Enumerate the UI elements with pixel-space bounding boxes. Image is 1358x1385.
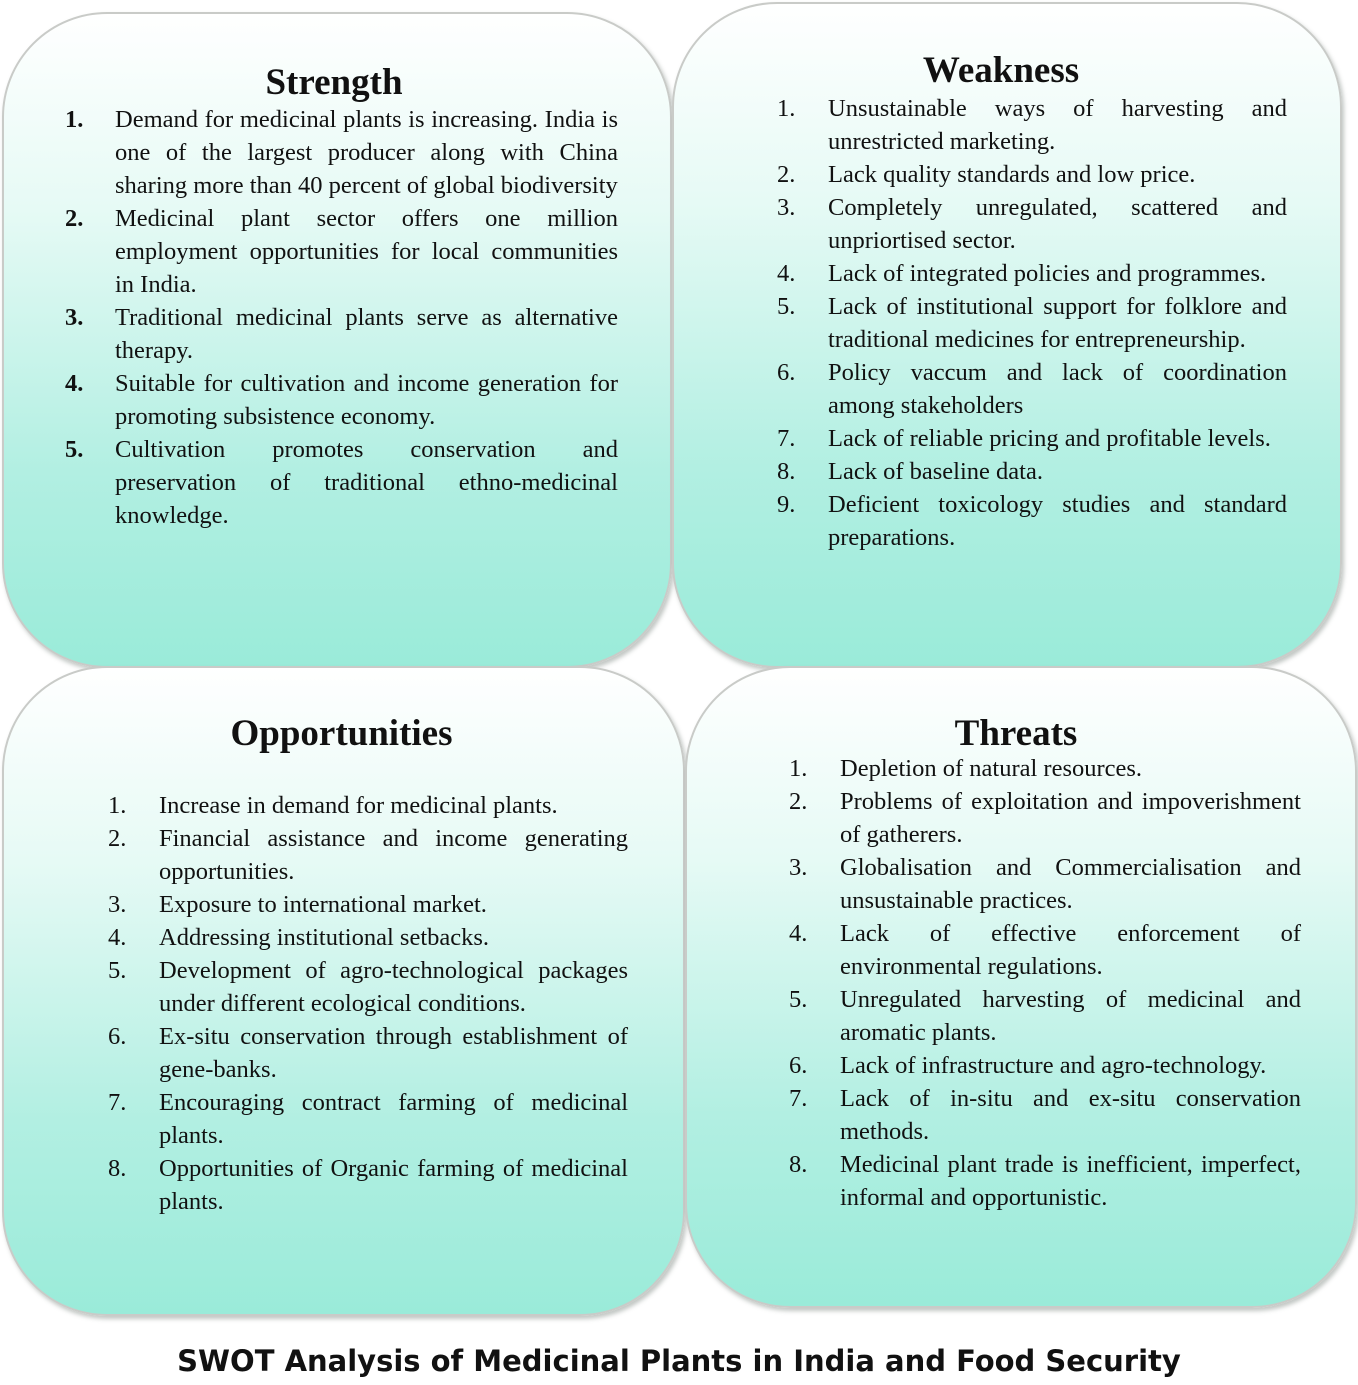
weakness-item	[777, 488, 1287, 554]
opportunities-item	[108, 921, 628, 954]
strength-item-text: Traditional medicinal plants serve as alternative therapy.	[115, 304, 618, 364]
weakness-item-text: Completely unregulated, scattered and unpriortised sector.	[828, 194, 1287, 254]
threats-item-number: 5.	[789, 986, 808, 1013]
strength-item-number: 4.	[65, 370, 84, 397]
opportunities-item-number: 5.	[108, 957, 127, 984]
threats-title: Threats	[954, 713, 1078, 754]
threats-item-text: Medicinal plant trade is inefficient, imperfect, informal and opportunistic.	[840, 1151, 1301, 1211]
weakness-item-text: Deficient toxicology studies and standard preparations.	[828, 491, 1287, 551]
opportunities-list	[108, 789, 628, 1218]
opportunities-item-text: Increase in demand for medicinal plants.	[159, 792, 558, 819]
opportunities-title: Opportunities	[230, 713, 453, 754]
strength-item-text: Cultivation promotes conservation and preservation of traditional ethno-medicinal knowledge.	[115, 436, 618, 529]
weakness-item-text: Lack of integrated policies and programmes.	[828, 260, 1267, 287]
strength-item-text: Suitable for cultivation and income generation for promoting subsistence economy.	[115, 370, 618, 430]
threats-item-text: Lack of in-situ and ex-situ conservation methods.	[840, 1085, 1301, 1145]
opportunities-item	[108, 822, 628, 888]
opportunities-item-number: 6.	[108, 1023, 127, 1050]
threats-item-number: 1.	[789, 755, 808, 782]
strength-item	[65, 103, 618, 202]
opportunities-item-number: 3.	[108, 891, 127, 918]
threats-item-number: 3.	[789, 854, 808, 881]
strength-item-number: 5.	[65, 436, 84, 463]
threats-item	[789, 785, 1301, 851]
threats-item	[789, 1148, 1301, 1214]
strength-item-number: 1.	[65, 106, 84, 133]
threats-item-text: Problems of exploitation and impoverishment of gatherers.	[840, 788, 1301, 848]
weakness-item-number: 9.	[777, 491, 796, 518]
opportunities-item-text: Ex-situ conservation through establishment of gene-banks.	[159, 1023, 628, 1083]
strength-item-number: 3.	[65, 304, 84, 331]
opportunities-item-text: Opportunities of Organic farming of medicinal plants.	[159, 1155, 628, 1215]
weakness-item	[777, 257, 1287, 290]
strength-title: Strength	[265, 62, 403, 103]
weakness-list	[777, 92, 1287, 554]
weakness-item	[777, 191, 1287, 257]
strength-item	[65, 367, 618, 433]
weakness-item-text: Policy vaccum and lack of coordination among stakeholders	[828, 359, 1287, 419]
weakness-item-number: 2.	[777, 161, 796, 188]
threats-item-number: 6.	[789, 1052, 808, 1079]
threats-item	[789, 851, 1301, 917]
opportunities-item	[108, 1152, 628, 1218]
figure-caption: SWOT Analysis of Medicinal Plants in India and Food Security	[177, 1344, 1181, 1378]
weakness-item-text: Lack of institutional support for folklore and traditional medicines for entrepreneurship.	[828, 293, 1287, 353]
opportunities-item-number: 4.	[108, 924, 127, 951]
weakness-item-text: Lack of baseline data.	[828, 458, 1043, 485]
strength-item-number: 2.	[65, 205, 84, 232]
opportunities-item-number: 2.	[108, 825, 127, 852]
opportunities-item	[108, 954, 628, 1020]
weakness-item-number: 7.	[777, 425, 796, 452]
threats-item-number: 8.	[789, 1151, 808, 1178]
opportunities-item	[108, 888, 628, 921]
strength-item-text: Medicinal plant sector offers one million employment opportunities for local communities in India.	[115, 205, 618, 298]
threats-item-text: Depletion of natural resources.	[840, 755, 1143, 782]
threats-item	[789, 1049, 1301, 1082]
opportunities-quadrant	[2, 666, 685, 1316]
weakness-item	[777, 422, 1287, 455]
threats-quadrant	[685, 666, 1357, 1308]
opportunities-item-text: Financial assistance and income generating opportunities.	[159, 825, 628, 885]
weakness-title: Weakness	[922, 50, 1080, 91]
threats-item	[789, 752, 1301, 785]
strength-item-text: Demand for medicinal plants is increasing. India is one of the largest producer along with China sharing more than 40 percent of global biodiversity	[115, 106, 618, 199]
weakness-item-number: 5.	[777, 293, 796, 320]
threats-item	[789, 1082, 1301, 1148]
threats-item-text: Globalisation and Commercialisation and unsustainable practices.	[840, 854, 1301, 914]
opportunities-item-text: Addressing institutional setbacks.	[159, 924, 490, 951]
weakness-item	[777, 92, 1287, 158]
opportunities-item	[108, 1020, 628, 1086]
weakness-item	[777, 290, 1287, 356]
threats-item	[789, 917, 1301, 983]
weakness-item	[777, 158, 1287, 191]
weakness-item-text: Lack quality standards and low price.	[828, 161, 1196, 188]
strength-quadrant	[2, 12, 672, 668]
opportunities-item-text: Development of agro-technological packages under different ecological conditions.	[159, 957, 628, 1017]
strength-item	[65, 301, 618, 367]
weakness-item-number: 1.	[777, 95, 796, 122]
strength-list	[65, 103, 618, 532]
weakness-item	[777, 455, 1287, 488]
opportunities-item-text: Encouraging contract farming of medicinal plants.	[159, 1089, 628, 1149]
weakness-quadrant	[672, 2, 1342, 668]
weakness-item	[777, 356, 1287, 422]
opportunities-item-text: Exposure to international market.	[159, 891, 487, 918]
opportunities-item-number: 8.	[108, 1155, 127, 1182]
weakness-item-number: 3.	[777, 194, 796, 221]
threats-item-text: Lack of infrastructure and agro-technology.	[840, 1052, 1267, 1079]
opportunities-item-number: 7.	[108, 1089, 127, 1116]
opportunities-item	[108, 789, 628, 822]
strength-item	[65, 433, 618, 532]
threats-item-text: Unregulated harvesting of medicinal and aromatic plants.	[840, 986, 1301, 1046]
weakness-item-text: Lack of reliable pricing and profitable levels.	[828, 425, 1271, 452]
threats-item-text: Lack of effective enforcement of environmental regulations.	[840, 920, 1301, 980]
weakness-item-number: 4.	[777, 260, 796, 287]
weakness-item-number: 8.	[777, 458, 796, 485]
threats-item-number: 2.	[789, 788, 808, 815]
threats-item-number: 4.	[789, 920, 808, 947]
weakness-item-text: Unsustainable ways of harvesting and unrestricted marketing.	[828, 95, 1287, 155]
opportunities-item-number: 1.	[108, 792, 127, 819]
threats-item-number: 7.	[789, 1085, 808, 1112]
opportunities-item	[108, 1086, 628, 1152]
threats-item	[789, 983, 1301, 1049]
threats-list	[789, 752, 1301, 1214]
strength-item	[65, 202, 618, 301]
weakness-item-number: 6.	[777, 359, 796, 386]
